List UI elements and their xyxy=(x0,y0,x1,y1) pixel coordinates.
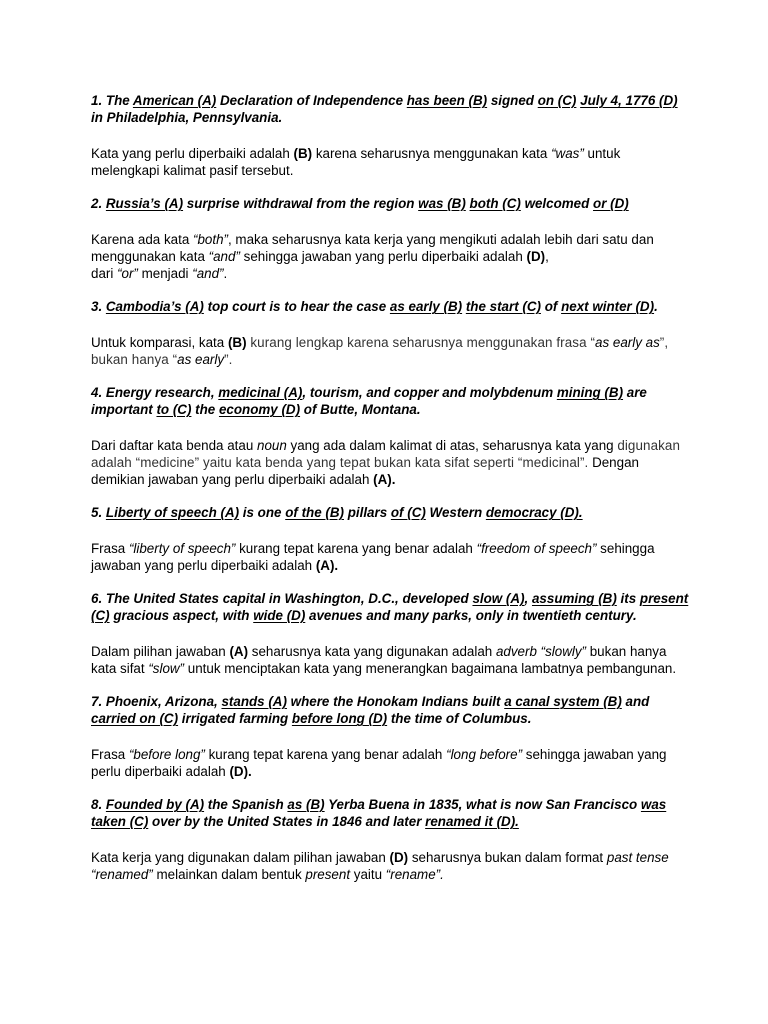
underlined-option: next winter (D) xyxy=(561,299,655,314)
text-run: ”, bukan hanya “ xyxy=(91,335,669,367)
text-run: Frasa xyxy=(91,541,129,556)
text-run: 3. xyxy=(91,299,106,314)
underlined-option: of (C) xyxy=(390,505,426,520)
text-run: digunakan adalah “medicine” yaitu kata benda yang tepat bukan kata sifat seperti “medicinal”. xyxy=(91,438,681,470)
italic-term: “liberty of speech” xyxy=(128,541,236,556)
explanation-4 xyxy=(91,437,691,488)
text-run: , xyxy=(545,249,549,264)
question-2 xyxy=(91,195,691,212)
explanation-3 xyxy=(91,334,691,368)
underlined-option: as (B) xyxy=(287,797,325,812)
text-run: ”. xyxy=(224,352,233,367)
spacer xyxy=(91,418,691,437)
explanation-1 xyxy=(91,145,691,179)
italic-term: “and” xyxy=(208,249,240,264)
text-run: Dalam pilihan jawaban xyxy=(91,644,230,659)
underlined-option: medicinal (A) xyxy=(218,385,303,400)
text-run: pillars xyxy=(343,505,391,520)
spacer xyxy=(91,488,691,504)
spacer xyxy=(91,368,691,384)
question-7 xyxy=(91,693,691,727)
spacer xyxy=(91,830,691,849)
text-run: Declaration of Independence xyxy=(216,93,407,108)
text-run: over by the United States in 1846 and later xyxy=(148,814,426,829)
text-run: kurang tepat karena yang benar adalah xyxy=(204,747,447,762)
text-run: its xyxy=(616,591,640,606)
text-run: 4. xyxy=(91,385,106,400)
text-run: , xyxy=(524,591,532,606)
italic-term: “or” xyxy=(117,266,138,281)
text-run: 7. xyxy=(91,694,106,709)
text-run: . xyxy=(654,299,658,314)
underlined-option: Russia’s (A) xyxy=(105,196,184,211)
text-run: 5. xyxy=(91,505,106,520)
question-8 xyxy=(91,796,691,830)
text-run: seharusnya bukan dalam format xyxy=(408,850,607,865)
italic-term: present xyxy=(305,867,351,882)
document-body xyxy=(91,92,691,883)
answer-key: (B) xyxy=(293,146,313,161)
underlined-option: was taken (C) xyxy=(91,797,667,829)
underlined-option: July 4, 1776 (D) xyxy=(580,93,678,108)
underlined-option: wide (D) xyxy=(253,608,306,623)
text-run: gracious aspect, with xyxy=(109,608,254,623)
underlined-option: mining (B) xyxy=(556,385,624,400)
text-run: 2. xyxy=(91,196,106,211)
text-run: irrigated farming xyxy=(178,711,292,726)
underlined-option: American (A) xyxy=(132,93,217,108)
question-1 xyxy=(91,92,691,126)
text-run: are important xyxy=(91,385,647,417)
spacer xyxy=(91,282,691,298)
text-run: and xyxy=(621,694,650,709)
text-run: sehingga jawaban yang perlu diperbaiki adalah xyxy=(239,249,527,264)
underlined-option: present (C) xyxy=(91,591,689,623)
italic-term: as early xyxy=(177,352,225,367)
text-run: Dari daftar kata benda atau xyxy=(91,438,258,453)
text-run: The xyxy=(105,93,133,108)
italic-term: “long before” xyxy=(446,747,523,762)
spacer xyxy=(91,212,691,231)
underlined-option: on (C) xyxy=(537,93,577,108)
text-run: melainkan dalam bentuk xyxy=(152,867,306,882)
spacer xyxy=(91,521,691,540)
text-run: , tourism, and copper and molybdenum xyxy=(302,385,557,400)
underlined-option: economy (D) xyxy=(218,402,301,417)
underlined-option: slow (A) xyxy=(472,591,525,606)
italic-term: “before long” xyxy=(128,747,205,762)
underlined-option: democracy (D). xyxy=(485,505,583,520)
italic-term: “was” xyxy=(551,146,584,161)
underlined-option: Founded by (A) xyxy=(105,797,205,812)
text-run: kurang lengkap karena seharusnya menggunakan frasa “ xyxy=(246,335,596,350)
text-run: avenues and many parks, only in twentieth century. xyxy=(305,608,637,623)
underlined-option: has been (B) xyxy=(406,93,488,108)
text-run: of Butte, Montana. xyxy=(300,402,421,417)
text-run: the time of Columbus. xyxy=(387,711,532,726)
question-6 xyxy=(91,590,691,624)
underlined-option: carried on (C) xyxy=(91,711,179,726)
text-run: untuk melengkapi kalimat pasif tersebut. xyxy=(91,146,621,178)
text-run: Karena ada kata xyxy=(91,232,193,247)
question-4 xyxy=(91,384,691,418)
text-run: in Philadelphia, Pennsylvania. xyxy=(91,110,283,125)
italic-term: “both” xyxy=(193,232,228,247)
text-run: kurang tepat karena yang benar adalah xyxy=(235,541,477,556)
text-run: Western xyxy=(425,505,486,520)
text-run: the Spanish xyxy=(204,797,288,812)
text-run: untuk menciptakan kata yang menerangkan bagaimana lambatnya pembangunan. xyxy=(184,661,677,676)
italic-term: noun xyxy=(257,438,287,453)
answer-key: (A). xyxy=(315,558,339,573)
text-run: surprise withdrawal from the region xyxy=(183,196,419,211)
text-run: yaitu xyxy=(350,867,386,882)
spacer xyxy=(91,780,691,796)
text-run: top court is to hear the case xyxy=(203,299,390,314)
text-run: dari xyxy=(91,266,118,281)
text-run: sehingga jawaban yang perlu diperbaiki adalah xyxy=(91,747,667,779)
answer-key: (B) xyxy=(227,335,247,350)
text-run: Energy research, xyxy=(105,385,219,400)
text-run: bukan hanya kata sifat xyxy=(91,644,667,676)
underlined-option: renamed it (D). xyxy=(425,814,519,829)
underlined-option: before long (D) xyxy=(291,711,388,726)
underlined-option: assuming (B) xyxy=(531,591,617,606)
underlined-option: as early (B) xyxy=(389,299,463,314)
text-run: Kata yang perlu diperbaiki adalah xyxy=(91,146,294,161)
underlined-option: to (C) xyxy=(156,402,192,417)
text-run: welcomed xyxy=(520,196,594,211)
text-run: 6. xyxy=(91,591,106,606)
italic-term: adverb “slowly” xyxy=(495,644,587,659)
text-run: Dengan demikian jawaban yang perlu diperbaiki adalah xyxy=(91,455,639,487)
text-run: 8. xyxy=(91,797,106,812)
spacer xyxy=(91,574,691,590)
underlined-option: or (D) xyxy=(593,196,629,211)
italic-term: “rename”. xyxy=(385,867,444,882)
underlined-option: Cambodia’s (A) xyxy=(105,299,204,314)
underlined-option: was (B) xyxy=(418,196,466,211)
answer-key: (D) xyxy=(389,850,409,865)
answer-key: (D) xyxy=(526,249,546,264)
text-run: Untuk komparasi, kata xyxy=(91,335,228,350)
text-run: Yerba Buena in 1835, what is now San Francisco xyxy=(324,797,641,812)
underlined-option: both (C) xyxy=(469,196,521,211)
question-3 xyxy=(91,298,691,315)
text-run: the xyxy=(191,402,219,417)
explanation-7 xyxy=(91,746,691,780)
spacer xyxy=(91,315,691,334)
text-run: The United States capital in Washington, D.C., developed xyxy=(105,591,473,606)
question-5 xyxy=(91,504,691,521)
italic-term: “slow” xyxy=(148,661,185,676)
text-run: sehingga jawaban yang perlu diperbaiki adalah xyxy=(91,541,655,573)
text-run: Frasa xyxy=(91,747,129,762)
text-run: where the Honokam Indians built xyxy=(286,694,505,709)
spacer xyxy=(91,179,691,195)
spacer xyxy=(91,727,691,746)
text-run: yang ada dalam kalimat di atas, seharusnya kata yang xyxy=(286,438,618,453)
italic-term: past tense “renamed” xyxy=(91,850,669,882)
answer-key: (A). xyxy=(373,472,396,487)
text-run: . xyxy=(223,266,228,281)
text-run: Phoenix, Arizona, xyxy=(105,694,222,709)
underlined-option: of the (B) xyxy=(285,505,344,520)
spacer xyxy=(91,677,691,693)
underlined-option: a canal system (B) xyxy=(504,694,622,709)
text-run: signed xyxy=(487,93,538,108)
answer-key: (D). xyxy=(229,764,252,779)
text-run: Kata kerja yang digunakan dalam pilihan jawaban xyxy=(91,850,390,865)
italic-term: “freedom of speech” xyxy=(476,541,597,556)
text-run: 1. xyxy=(91,93,106,108)
text-run: karena seharusnya menggunakan kata xyxy=(312,146,552,161)
italic-term: “and” xyxy=(192,266,224,281)
spacer xyxy=(91,126,691,145)
spacer xyxy=(91,624,691,643)
text-run: , maka seharusnya kata kerja yang mengikuti adalah lebih dari satu dan menggunakan kata xyxy=(91,232,654,264)
explanation-2 xyxy=(91,231,691,282)
explanation-5 xyxy=(91,540,691,574)
text-run: is one xyxy=(239,505,286,520)
underlined-option: Liberty of speech (A) xyxy=(105,505,240,520)
text-run: seharusnya kata yang digunakan adalah xyxy=(248,644,496,659)
text-run: of xyxy=(540,299,562,314)
text-run: menjadi xyxy=(137,266,193,281)
explanation-8 xyxy=(91,849,691,883)
explanation-6 xyxy=(91,643,691,677)
italic-term: as early as xyxy=(595,335,660,350)
answer-key: (A) xyxy=(229,644,249,659)
underlined-option: stands (A) xyxy=(221,694,287,709)
underlined-option: the start (C) xyxy=(465,299,541,314)
